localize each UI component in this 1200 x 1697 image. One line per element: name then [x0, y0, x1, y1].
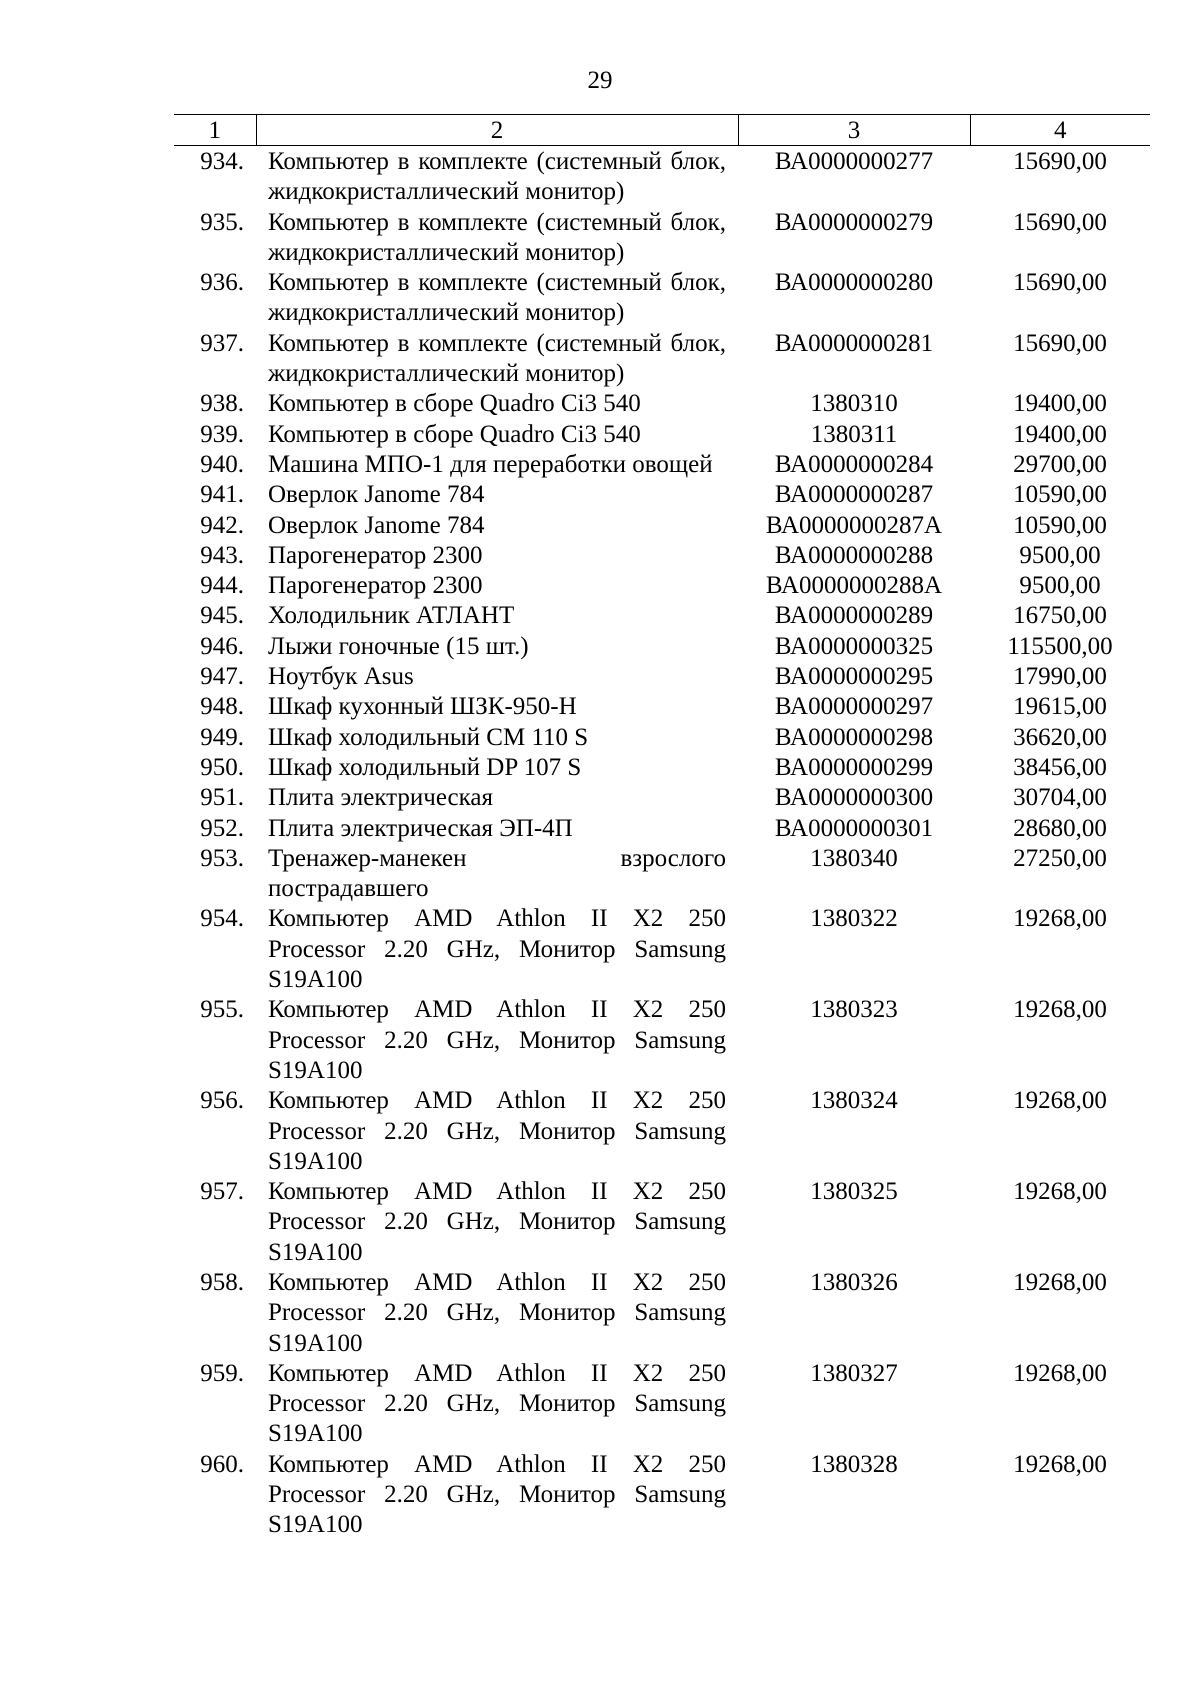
table-row: [174, 420, 1150, 450]
table-row: [174, 692, 1150, 722]
item-name: Компьютер AMD Athlon II X2 250 Processor 2.20 GHz, Монитор Samsung S19A100: [268, 905, 726, 994]
table-body: [174, 146, 1150, 1541]
table-row: [174, 783, 1150, 813]
item-price: 10590,00: [1013, 481, 1107, 509]
inventory-code: 1380324: [810, 1087, 898, 1115]
item-price: 15690,00: [1013, 329, 1107, 357]
item-name: Компьютер в сборе Quadro Ci3 540: [268, 420, 641, 448]
inventory-code: ВА0000000299: [774, 753, 934, 781]
item-name: Компьютер в сборе Quadro Ci3 540: [268, 390, 641, 418]
inventory-code: ВА0000000325: [774, 632, 934, 660]
table-row: [174, 662, 1150, 692]
item-price: 15690,00: [1013, 148, 1107, 175]
inventory-code: ВА0000000280: [774, 269, 934, 297]
item-number: 948.: [200, 693, 244, 721]
item-price: 15690,00: [1013, 208, 1107, 236]
item-price: 19268,00: [1013, 1087, 1107, 1115]
item-name: Ноутбук Asus: [268, 663, 414, 691]
item-name: Плита электрическая: [268, 784, 494, 812]
inventory-code: ВА0000000295: [774, 663, 934, 691]
inventory-code: 1380323: [810, 996, 898, 1024]
table-row: [174, 329, 1150, 390]
item-name: Парогенератор 2300: [268, 541, 483, 569]
item-number: 951.: [200, 784, 244, 812]
item-number: 940.: [200, 450, 244, 478]
item-price: 19400,00: [1013, 390, 1107, 418]
item-number: 960.: [200, 1450, 244, 1478]
item-name: Шкаф холодильный DP 107 S: [268, 753, 582, 781]
table-row: [174, 480, 1150, 510]
inventory-code: ВА0000000287: [774, 481, 934, 509]
item-name: Компьютер в комплекте (системный блок, жидкокристаллический монитор): [268, 329, 726, 388]
table-row: [174, 1450, 1150, 1541]
item-price: 15690,00: [1013, 269, 1107, 297]
item-number: 938.: [200, 390, 244, 418]
item-number: 939.: [200, 420, 244, 448]
item-price: 28680,00: [1013, 814, 1107, 842]
item-number: 947.: [200, 663, 244, 691]
inventory-table: [174, 114, 1150, 1541]
table-row: [174, 571, 1150, 601]
item-price: 9500,00: [1019, 572, 1101, 600]
column-header-2: 2: [256, 115, 738, 146]
item-number: 945.: [200, 602, 244, 630]
table-row: [174, 723, 1150, 753]
item-number: 953.: [200, 844, 244, 872]
table-row: [174, 511, 1150, 541]
item-number: 942.: [200, 511, 244, 539]
item-price: 38456,00: [1013, 753, 1107, 781]
item-number: 952.: [200, 814, 244, 842]
item-name: Парогенератор 2300: [268, 572, 483, 600]
item-number: 941.: [200, 481, 244, 509]
item-number: 950.: [200, 753, 244, 781]
item-name: Лыжи гоночные (15 шт.): [268, 632, 529, 660]
item-name: Шкаф холодильный СМ 110 S: [268, 723, 589, 751]
item-name: Компьютер AMD Athlon II X2 250 Processor 2.20 GHz, Монитор Samsung S19A100: [268, 1268, 726, 1357]
item-price: 29700,00: [1013, 450, 1107, 478]
item-number: 943.: [200, 541, 244, 569]
table-row: [174, 601, 1150, 631]
item-price: 19268,00: [1013, 1268, 1107, 1296]
item-price: 115500,00: [1007, 632, 1113, 660]
item-name: Компьютер AMD Athlon II X2 250 Processor 2.20 GHz, Монитор Samsung S19A100: [268, 1087, 726, 1175]
item-name: Холодильник АТЛАНТ: [268, 602, 515, 630]
table-row: [174, 541, 1150, 571]
item-name: Шкаф кухонный ШЗК-950-Н: [268, 693, 577, 721]
inventory-code: 1380327: [810, 1359, 898, 1387]
column-header-4: 4: [970, 115, 1150, 146]
inventory-code: ВА0000000281: [774, 329, 934, 357]
table-row: [174, 995, 1150, 1086]
item-name: Оверлок Janome 784: [268, 481, 485, 509]
table-row: [174, 389, 1150, 419]
item-name: Компьютер в комплекте (системный блок, жидкокристаллический монитор): [268, 269, 726, 327]
inventory-code: 1380328: [810, 1450, 898, 1478]
table-row: [174, 1086, 1150, 1177]
item-name: Компьютер AMD Athlon II X2 250 Processor 2.20 GHz, Монитор Samsung S19A100: [268, 1359, 726, 1448]
item-price: 19615,00: [1013, 693, 1107, 721]
item-number: 944.: [200, 572, 244, 600]
item-number: 954.: [200, 905, 244, 933]
inventory-code: ВА0000000279: [774, 208, 934, 236]
inventory-code: ВА0000000300: [774, 784, 934, 812]
page-number: 29: [587, 67, 613, 94]
inventory-code: ВА0000000297: [774, 693, 934, 721]
item-name: Компьютер AMD Athlon II X2 250 Processor 2.20 GHz, Монитор Samsung S19A100: [268, 996, 726, 1084]
item-number: 957.: [200, 1178, 244, 1206]
column-header-1: 1: [174, 115, 256, 146]
inventory-code: 1380311: [810, 420, 898, 448]
item-number: 955.: [200, 996, 244, 1024]
item-price: 19268,00: [1013, 1178, 1107, 1206]
item-price: 19268,00: [1013, 996, 1107, 1024]
table-row: [174, 904, 1150, 995]
inventory-code: 1380325: [810, 1178, 898, 1206]
table-row: [174, 268, 1150, 329]
item-number: 956.: [200, 1087, 244, 1115]
item-price: 17990,00: [1013, 663, 1107, 691]
item-price: 30704,00: [1013, 784, 1107, 812]
inventory-code: ВА0000000287А: [765, 511, 943, 539]
item-price: 19268,00: [1013, 905, 1107, 933]
item-price: 19400,00: [1013, 420, 1107, 448]
item-number: 935.: [200, 208, 244, 236]
inventory-code: 1380326: [810, 1268, 898, 1296]
item-name: Тренажер-манекен взрослого пострадавшего: [268, 844, 726, 903]
inventory-code: ВА0000000298: [774, 723, 934, 751]
item-price: 16750,00: [1013, 602, 1107, 630]
item-price: 27250,00: [1013, 844, 1107, 872]
item-price: 19268,00: [1013, 1359, 1107, 1387]
item-number: 936.: [200, 269, 244, 297]
item-name: Машина МПО-1 для переработки овощей: [268, 450, 713, 478]
item-price: 9500,00: [1019, 541, 1101, 569]
table-row: [174, 1359, 1150, 1450]
item-name: Оверлок Janome 784: [268, 511, 485, 539]
item-number: 934.: [200, 148, 244, 175]
item-name: Компьютер в комплекте (системный блок, жидкокристаллический монитор): [268, 148, 726, 206]
table-header: [174, 115, 1150, 146]
inventory-code: ВА0000000288А: [765, 572, 943, 600]
table-row: [174, 450, 1150, 480]
item-price: 19268,00: [1013, 1450, 1107, 1478]
table-row: [174, 1177, 1150, 1268]
item-name: Компьютер AMD Athlon II X2 250 Processor 2.20 GHz, Монитор Samsung S19A100: [268, 1178, 726, 1266]
inventory-code: 1380322: [810, 905, 898, 933]
inventory-code: 1380310: [810, 390, 898, 418]
item-name: Компьютер в комплекте (системный блок, жидкокристаллический монитор): [268, 208, 726, 266]
inventory-code: ВА0000000284: [774, 450, 934, 478]
item-number: 958.: [200, 1268, 244, 1296]
item-price: 10590,00: [1013, 511, 1107, 539]
item-number: 937.: [200, 329, 244, 357]
table-row: [174, 208, 1150, 269]
item-number: 946.: [200, 632, 244, 660]
inventory-code: ВА0000000301: [774, 814, 934, 842]
inventory-code: ВА0000000289: [774, 602, 934, 630]
table-row: [174, 844, 1150, 905]
item-price: 36620,00: [1013, 723, 1107, 751]
item-number: 949.: [200, 723, 244, 751]
item-number: 959.: [200, 1359, 244, 1387]
table-row: [174, 632, 1150, 662]
item-name: Плита электрическая ЭП-4П: [268, 814, 573, 842]
inventory-code: ВА0000000277: [774, 148, 934, 175]
inventory-code: ВА0000000288: [774, 541, 934, 569]
table-row: [174, 1268, 1150, 1359]
column-header-3: 3: [738, 115, 970, 146]
table-row: [174, 814, 1150, 844]
inventory-code: 1380340: [810, 844, 898, 872]
table-row: [174, 146, 1150, 208]
header-row: [174, 115, 1150, 146]
item-name: Компьютер AMD Athlon II X2 250 Processor 2.20 GHz, Монитор Samsung S19A100: [268, 1450, 726, 1539]
table-row: [174, 753, 1150, 783]
